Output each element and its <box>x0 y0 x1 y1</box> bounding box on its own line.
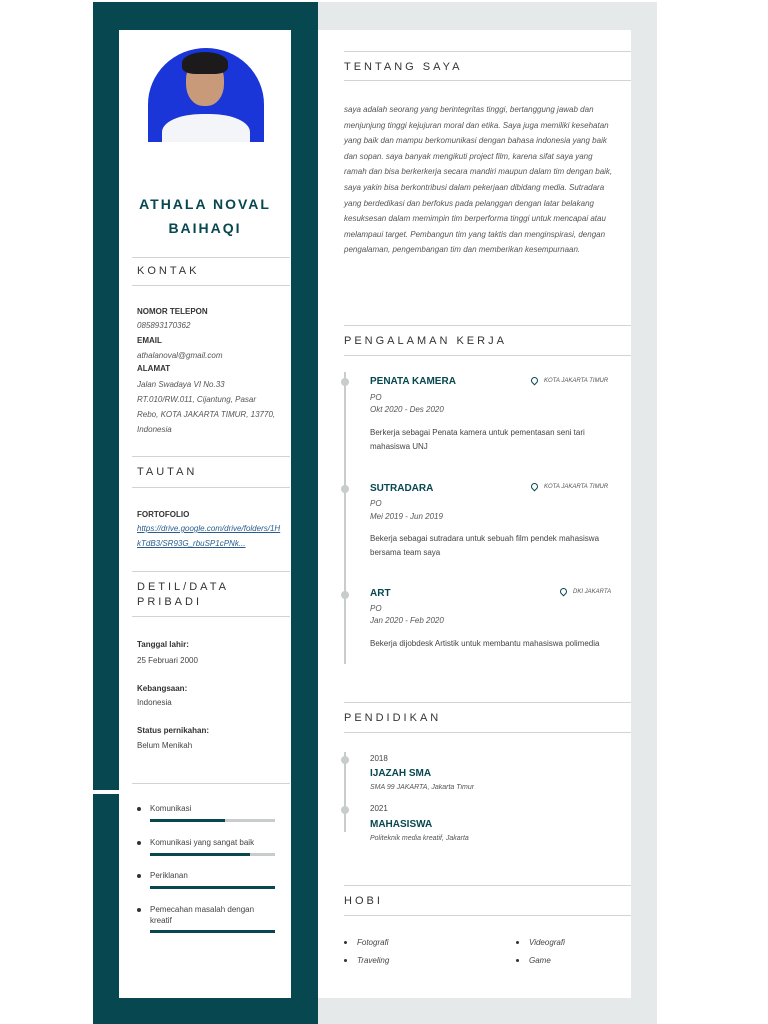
hobby-label: Game <box>529 956 551 965</box>
bullet-icon <box>137 908 141 912</box>
job-location <box>531 377 608 384</box>
email-label: EMAIL <box>137 336 162 345</box>
skill-name: Komunikasi <box>150 804 192 813</box>
education-timeline <box>344 752 346 832</box>
divider <box>344 325 631 326</box>
divider <box>132 285 290 286</box>
job-date: Jan 2020 - Feb 2020 <box>370 616 444 625</box>
divider <box>344 80 631 81</box>
divider <box>344 732 631 733</box>
nationality-label: Kebangsaan: <box>137 684 188 693</box>
hobby-item <box>516 938 565 947</box>
bullet-icon <box>137 874 141 878</box>
bullet-icon <box>516 941 519 944</box>
bullet-icon <box>344 941 347 944</box>
personal-title-line-1: DETIL/DATA <box>137 581 229 593</box>
skill-bar-fill <box>150 853 250 856</box>
divider <box>132 456 290 457</box>
skill-name: Pemecahan masalah dengan kreatif <box>150 905 255 925</box>
hobby-item <box>344 938 389 947</box>
education-title: PENDIDIKAN <box>344 712 442 724</box>
personal-title-line-2: PRIBADI <box>137 596 203 608</box>
skill-name: Periklanan <box>150 871 188 880</box>
job-location-text: DKI JAKARTA <box>573 589 612 596</box>
divider <box>344 915 631 916</box>
job-date: Okt 2020 - Des 2020 <box>370 405 444 414</box>
timeline-dot <box>341 591 349 599</box>
divider <box>132 616 290 617</box>
job-company: PO <box>370 499 382 508</box>
bullet-icon <box>137 841 141 845</box>
contact-title: KONTAK <box>137 265 200 277</box>
hobby-label: Videografi <box>529 938 565 947</box>
about-title: TENTANG SAYA <box>344 61 463 73</box>
timeline-dot <box>341 806 349 814</box>
hobby-label: Fotografi <box>357 938 389 947</box>
job-company: PO <box>370 604 382 613</box>
birth-value: 25 Februari 2000 <box>137 656 198 665</box>
hobby-label: Traveling <box>357 956 390 965</box>
person-name <box>119 192 291 240</box>
bullet-icon <box>344 959 347 962</box>
experience-timeline <box>344 372 346 664</box>
skill-bar <box>150 886 275 889</box>
divider <box>132 257 290 258</box>
about-text: saya adalah seorang yang berintegritas tinggi, bertanggung jawab dan menjunjung tinggi kejujuran moral dan etika. Saya juga memiliki kesehatan yang baik dan mampu berkomunikasi dengan bahasa indonesia yang baik dan sopan. saya banyak mengikuti project film, karena sifat saya yang ramah dan bisa berkerkerja secara mandiri maupun dalam tim dengan baik, saya yakin bisa berkontribusi dalam pekerjaan dibidang media. Sutradara yang berdedikasi dan berfokus pada pelanggan dengan latar belakang kesuksesan dalam memimpin tim berperforma tinggi untuk mencapai atau melampaui target. Pembangun tim yang taktis dan menginspirasi, dengan pengalaman, pengembangan tim dan memberikan kesempurnaan. <box>344 105 613 255</box>
marital-label: Status pernikahan: <box>137 726 210 735</box>
bullet-icon <box>137 807 141 811</box>
page-break <box>93 790 123 794</box>
address-value: Jalan Swadaya VI No.33 RT.010/RW.011, Cijantung, Pasar Rebo, KOTA JAKARTA TIMUR, 13770, Indonesia <box>137 380 276 434</box>
divider <box>132 487 290 488</box>
personal-title <box>137 580 229 610</box>
education-year: 2018 <box>370 754 388 763</box>
address-label: ALAMAT <box>137 364 171 373</box>
job-title: ART <box>370 588 391 599</box>
portfolio-link[interactable]: https://drive.google.com/drive/folders/1HkTdB3/SR93G_rbuSP1cPNk... <box>137 524 281 548</box>
job-location <box>531 483 608 490</box>
skill-name: Komunikasi yang sangat baik <box>150 838 255 847</box>
education-year: 2021 <box>370 804 388 813</box>
job-description: Bekerja dijobdesk Artistik untuk membantu mahasiswa polimedia <box>370 639 600 648</box>
job-title: SUTRADARA <box>370 483 434 494</box>
timeline-dot <box>341 756 349 764</box>
nationality-value: Indonesia <box>137 698 172 707</box>
skill-bar-fill <box>150 886 275 889</box>
photo-shirt <box>162 114 250 142</box>
bullet-icon <box>516 959 519 962</box>
phone-label: NOMOR TELEPON <box>137 307 208 316</box>
divider <box>344 51 631 52</box>
education-title-item: MAHASISWA <box>370 819 433 830</box>
job-location <box>560 588 611 595</box>
links-title: TAUTAN <box>137 466 198 478</box>
birth-label: Tanggal lahir: <box>137 640 189 649</box>
job-description: Berkerja sebagai Penata kamera untuk pementasan seni tari mahasiswa UNJ <box>370 428 585 451</box>
marital-value: Belum Menikah <box>137 741 193 750</box>
skill-bar <box>150 853 275 856</box>
job-description: Bekerja sebagai sutradara untuk sebuah film pendek mahasiswa bersama team saya <box>370 534 600 557</box>
job-company: PO <box>370 393 382 402</box>
phone-value: 085893170362 <box>137 321 191 330</box>
job-date: Mei 2019 - Jun 2019 <box>370 512 443 521</box>
hobby-item <box>344 956 389 965</box>
location-pin-icon <box>530 482 540 492</box>
education-title-item: IJAZAH SMA <box>370 768 432 779</box>
name-line-1: ATHALA NOVAL <box>139 196 271 212</box>
hobby-item <box>516 956 551 965</box>
hobbies-title: HOBI <box>344 895 383 907</box>
portfolio-label: FORTOFOLIO <box>137 510 190 519</box>
timeline-dot <box>341 485 349 493</box>
divider <box>344 702 631 703</box>
timeline-dot <box>341 378 349 386</box>
photo-hair <box>182 52 228 74</box>
skill-bar-fill <box>150 930 275 933</box>
name-line-2: BAIHAQI <box>168 220 242 236</box>
divider <box>344 885 631 886</box>
skill-bar-fill <box>150 819 225 822</box>
divider <box>344 355 631 356</box>
job-location-text: KOTA JAKARTA TIMUR <box>544 484 609 491</box>
location-pin-icon <box>559 587 569 597</box>
education-school: Politeknik media kreatif, Jakarta <box>370 835 469 842</box>
divider <box>132 571 290 572</box>
divider <box>132 783 290 784</box>
skill-bar <box>150 930 275 933</box>
job-location-text: KOTA JAKARTA TIMUR <box>544 378 609 385</box>
skill-bar <box>150 819 275 822</box>
experience-title: PENGALAMAN KERJA <box>344 335 507 347</box>
email-value[interactable]: athalanoval@gmail.com <box>137 351 223 360</box>
education-school: SMA 99 JAKARTA, Jakarta Timur <box>370 784 475 790</box>
location-pin-icon <box>530 376 540 386</box>
job-title: PENATA KAMERA <box>370 376 456 387</box>
